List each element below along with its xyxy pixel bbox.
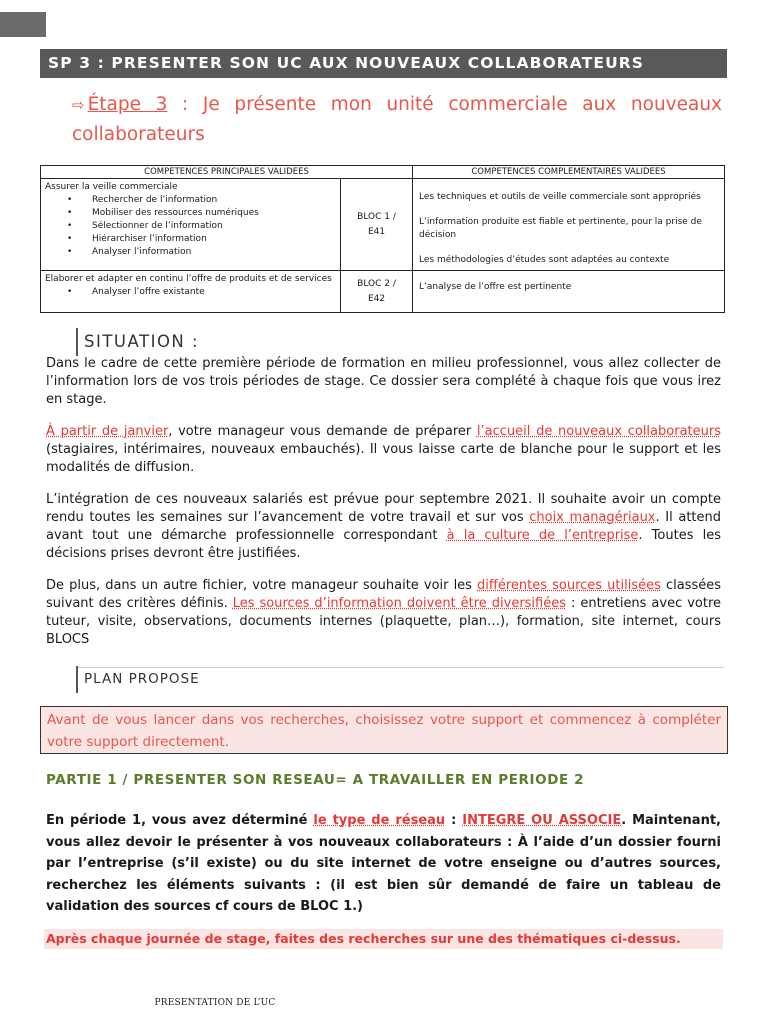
skill-item: • Rechercher de l’information <box>67 194 336 207</box>
situation-heading: SITUATION : <box>76 328 199 356</box>
skill-item: • Analyser l’information <box>67 246 336 259</box>
highlight-text: le type de réseau <box>313 813 446 828</box>
col-header-main: COMPETENCES PRINCIPALES VALIDEES <box>41 166 413 179</box>
page-footer: PRESENTATION DE L’UC <box>154 998 276 1008</box>
skill-title: Elaborer et adapter en continu l’offre de produits et de services <box>45 274 332 284</box>
competence-row <box>41 271 725 313</box>
competences-table <box>40 165 725 313</box>
step-label: Étape 3 <box>87 94 168 115</box>
partie-1-paragraph: En période 1, vous avez déterminé le type de réseau : INTEGRE OU ASSOCIE. Maintenant, vous allez devoir le présenter à vos nouveaux collaborateurs : À l’aide d’un dossier fourni par l’entreprise (s’il existe) ou du site internet de votre enseigne ou d’autres sources, recherchez les éléments suivants : (il est bien sûr demandé de faire un tableau de validation des sources cf cours de BLOC 1.) <box>46 813 721 914</box>
competence-row <box>41 179 725 271</box>
partie-1-note: Après chaque journée de stage, faites des recherches sur une des thématiques ci-dessus. <box>44 929 723 949</box>
plan-heading: PLAN PROPOSE <box>76 666 200 693</box>
bloc-cell: BLOC 1 / E41 <box>341 179 413 271</box>
criterion: L’information produite est fiable et pertinente, pour la prise de décision <box>419 217 702 240</box>
section-title-bar: SP 3 : PRESENTER SON UC AUX NOUVEAUX COLLABORATEURS <box>40 49 727 78</box>
highlight-text: À partir de janvier <box>46 424 169 439</box>
skill-item: • Mobiliser des ressources numériques <box>67 207 336 220</box>
criterion: Les méthodologies d’études sont adaptées au contexte <box>419 255 670 265</box>
arrow-right-icon: ⇨ <box>72 96 85 114</box>
bloc-cell: BLOC 2 / E42 <box>341 271 413 313</box>
situation-paragraph-1: Dans le cadre de cette première période de formation en milieu professionnel, vous allez collecter de l’information lors de vos trois périodes de stage. Ce dossier sera complété à chaque fois que vous irez en stage. <box>46 356 721 407</box>
skill-list <box>45 194 336 259</box>
situation-paragraph-3: L’intégration de ces nouveaux salariés est prévue pour septembre 2021. Il souhaite avoir un compte rendu toutes les semaines sur l’avancement de votre travail et sur vos choix managériaux. Il attend avant tout une démarche professionnelle correspondant à la culture de l’entreprise. Toutes les décisions prises devront être justifiées. <box>46 492 722 561</box>
highlight-text: choix managériaux <box>529 510 656 525</box>
skill-title: Assurer la veille commerciale <box>45 182 178 192</box>
competences-header-row <box>41 166 725 179</box>
skill-item: • Sélectionner de l’information <box>67 220 336 233</box>
skill-list <box>45 286 336 299</box>
highlight-text: INTEGRE OU ASSOCIE <box>462 813 622 828</box>
col-header-comp: COMPETENCES COMPLEMENTAIRES VALIDEES <box>413 166 725 179</box>
highlight-text: différentes sources utilisées <box>477 578 661 593</box>
partie-1-title: PARTIE 1 / PRESENTER SON RESEAU= A TRAVAILLER EN PERIODE 2 <box>46 772 585 788</box>
skill-item: • Hiérarchiser l’information <box>67 233 336 246</box>
criterion: L’analyse de l’offre est pertinente <box>419 282 572 292</box>
situation-paragraph-2: À partir de janvier, votre manageur vous demande de préparer l’accueil de nouveaux collaborateurs (stagiaires, intérimaires, nouveaux embauchés). Il vous laisse carte de blanche pour le support et les modalités de diffusion. <box>46 424 721 475</box>
step-heading <box>72 90 722 150</box>
step-text: : Je présente mon unité commerciale aux nouveaux collaborateurs <box>72 94 723 145</box>
situation-paragraph-4: De plus, dans un autre fichier, votre manageur souhaite voir les différentes sources utilisées classées suivant des critères définis. Les sources d’information doivent être diversifiées : entretiens avec votre tuteur, visite, observations, documents internes (plaquette, plan…), formation, site internet, cours BLOCS <box>46 578 722 647</box>
corner-tab <box>0 12 46 37</box>
highlight-text: à la culture de l’entreprise <box>446 528 639 543</box>
skill-item: • Analyser l’offre existante <box>67 286 336 299</box>
highlight-text: Les sources d’information doivent être diversifiées <box>232 596 567 611</box>
plan-note-box: Avant de vous lancer dans vos recherches, choisissez votre support et commencez à compléter votre support directement. <box>40 706 728 754</box>
criterion: Les techniques et outils de veille commerciale sont appropriés <box>419 192 701 202</box>
highlight-text: l’accueil de nouveaux collaborateurs <box>476 424 721 439</box>
